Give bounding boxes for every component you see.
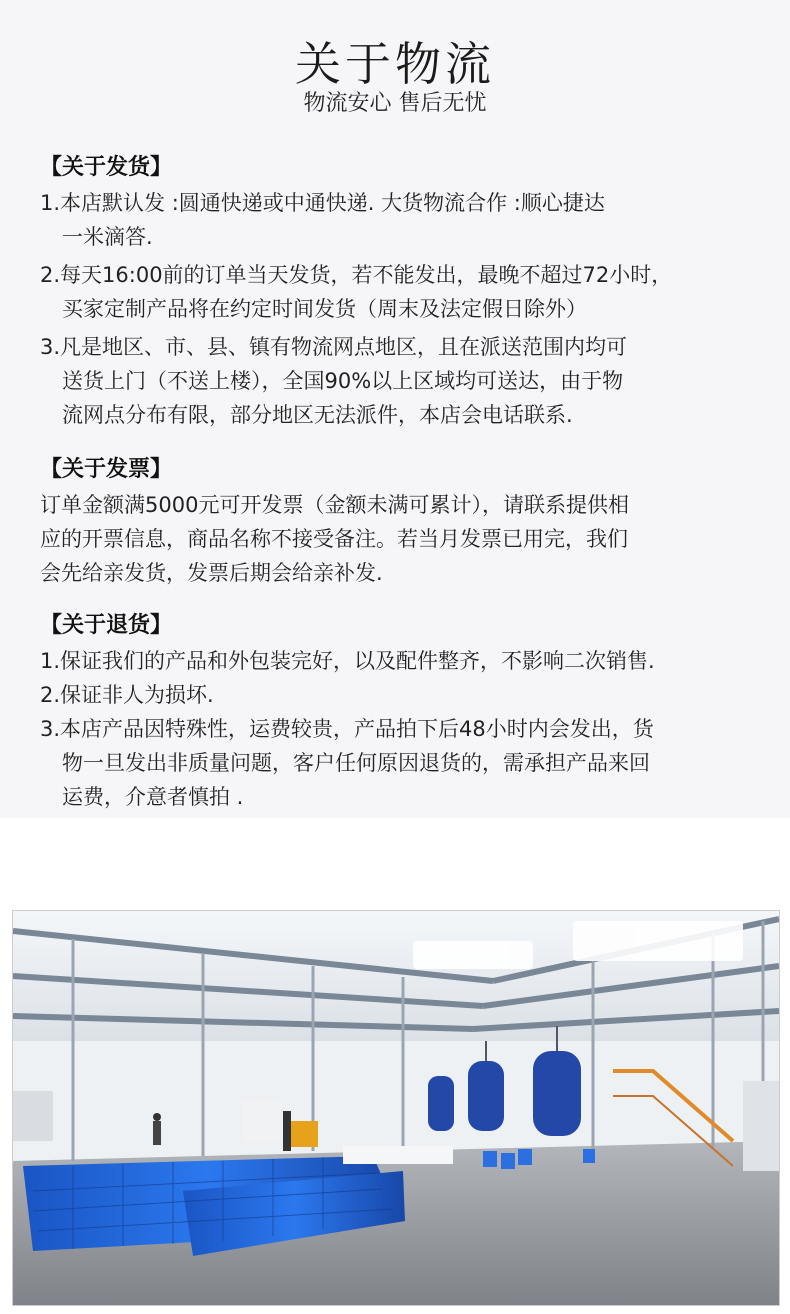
invoice-line: 会先给亲发货，发票后期会给亲补发. bbox=[40, 561, 383, 585]
returns-line: 1.保证我们的产品和外包装完好，以及配件整齐，不影响二次销售. bbox=[40, 649, 655, 673]
shipping-line: 3.凡是地区、市、县、镇有物流网点地区，且在派送范围内均可 bbox=[40, 335, 628, 359]
shipping-section bbox=[40, 150, 760, 432]
invoice-heading: 【关于发票】 bbox=[40, 457, 173, 482]
returns-section bbox=[40, 608, 760, 814]
warehouse-illustration bbox=[13, 911, 779, 1305]
page-subtitle: 物流安心 售后无忧 bbox=[303, 91, 487, 116]
returns-line: 3.本店产品因特殊性，运费较贵，产品拍下后48小时内会发出，货 bbox=[40, 717, 654, 741]
invoice-section bbox=[40, 452, 760, 590]
shipping-line: 一米滴答. bbox=[62, 225, 153, 249]
returns-heading: 【关于退货】 bbox=[40, 613, 173, 638]
shipping-line: 送货上门（不送上楼），全国90%以上区域均可送达，由于物 bbox=[62, 369, 624, 393]
returns-line: 物一旦发出非质量问题，客户任何原因退货的，需承担产品来回 bbox=[62, 751, 650, 775]
shipping-line: 1.本店默认发 :圆通快递或中通快递. 大货物流合作 :顺心捷达 bbox=[40, 191, 605, 215]
warehouse-photo bbox=[12, 910, 780, 1306]
invoice-line: 订单金额满5000元可开发票（金额未满可累计），请联系提供相 bbox=[40, 493, 629, 517]
invoice-line: 应的开票信息，商品名称不接受备注。若当月发票已用完，我们 bbox=[40, 527, 628, 551]
page-title: 关于物流 bbox=[295, 37, 495, 91]
shipping-heading: 【关于发货】 bbox=[40, 155, 173, 180]
shipping-line: 流网点分布有限，部分地区无法派件，本店会电话联系. bbox=[62, 403, 573, 427]
returns-line: 2.保证非人为损坏. bbox=[40, 683, 214, 707]
shipping-line: 2.每天16:00前的订单当天发货，若不能发出，最晚不超过72小时， bbox=[40, 263, 673, 287]
shipping-line: 买家定制产品将在约定时间发货（周末及法定假日除外） bbox=[62, 297, 587, 321]
returns-line: 运费，介意者慎拍 . bbox=[62, 785, 244, 809]
